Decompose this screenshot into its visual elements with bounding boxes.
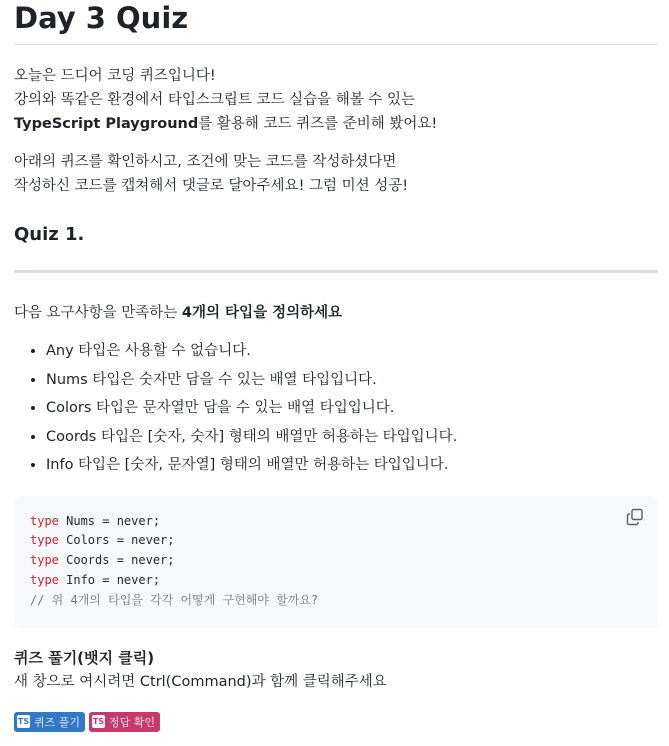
quiz-heading: Quiz 1. (14, 223, 658, 273)
list-item: • Nums 타입은 숫자만 담을 수 있는 배열 타입입니다. (46, 366, 658, 395)
requirement-bold: 4개의 타입을 정의하세요 (181, 305, 343, 321)
code-content (30, 512, 642, 611)
list-item: • Coords 타입은 [숫자, 숫자] 형태의 배열만 허용하는 타입입니다. (46, 423, 658, 452)
page-title: Day 3 Quiz (14, 0, 658, 45)
typescript-icon: TS (92, 717, 105, 726)
intro-line-2: 강의와 똑같은 환경에서 타입스크립트 코드 실습을 해볼 수 있는 (14, 92, 416, 108)
intro-line-1: 오늘은 드디어 코딩 퀴즈입니다! (14, 68, 216, 84)
intro-paragraph-1 (14, 64, 658, 136)
code-keyword: type (30, 572, 59, 587)
code-keyword: type (30, 513, 59, 528)
code-block (14, 496, 658, 628)
answer-badge-label: 정답 확인 (109, 715, 156, 729)
quiz-badge-label: 퀴즈 풀기 (34, 715, 81, 729)
answer-badge-link[interactable] (89, 712, 160, 732)
badge-row (14, 712, 658, 732)
intro-paragraph-2 (14, 150, 658, 198)
requirement-prefix: 다음 요구사항을 만족하는 (14, 305, 182, 321)
copy-icon[interactable] (626, 508, 644, 526)
document (14, 0, 658, 732)
code-line: Coords = never; (58, 553, 175, 568)
code-line: Nums = never; (58, 513, 161, 528)
requirement-text (14, 301, 658, 325)
typescript-icon: TS (17, 717, 30, 726)
list-item: • Colors 타입은 문자열만 담을 수 있는 배열 타입입니다. (46, 394, 658, 423)
code-comment: // 위 4개의 타입을 각각 어떻게 구현해야 할까요? (30, 592, 319, 607)
list-item: • Any 타입은 사용할 수 없습니다. (46, 337, 658, 366)
solve-hint: 새 창으로 여시려면 Ctrl(Command)과 함께 클릭해주세요 (14, 673, 387, 690)
code-keyword: type (30, 533, 59, 548)
intro-line-4: 아래의 퀴즈를 확인하시고, 조건에 맞는 코드를 작성하셨다면 (14, 154, 397, 170)
intro-line-3: 를 활용해 코드 퀴즈를 준비해 봤어요! (198, 116, 438, 132)
quiz-badge-link[interactable] (14, 712, 85, 732)
list-item: • Info 타입은 [숫자, 문자열] 형태의 배열만 허용하는 타입입니다. (46, 451, 658, 480)
code-line: Colors = never; (58, 533, 175, 548)
code-line: Info = never; (58, 572, 161, 587)
code-keyword: type (30, 553, 59, 568)
solve-heading: 퀴즈 풀기(뱃지 클릭) (14, 648, 155, 667)
requirement-list (14, 337, 658, 480)
playground-name: TypeScript Playground (14, 116, 199, 132)
intro-line-5: 작성하신 코드를 캡쳐해서 댓글로 달아주세요! 그럼 미션 성공! (14, 178, 409, 194)
